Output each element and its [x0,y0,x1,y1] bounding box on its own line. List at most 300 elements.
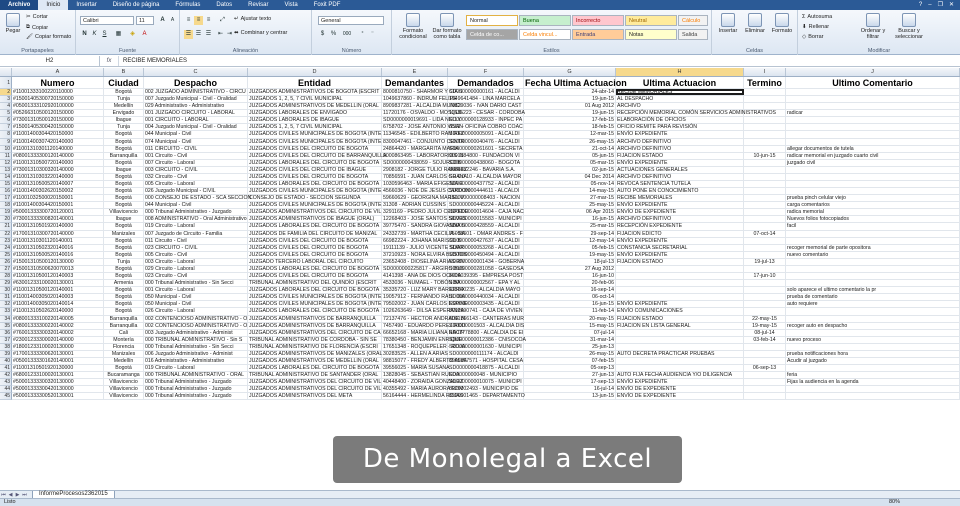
cell[interactable]: Armenia [104,280,144,286]
cell[interactable]: JUZGADOS ADMINISTRATIVOS DEL CIRCUITO DE VIL [249,209,382,216]
cell[interactable]: JUZGADOS CIVILES MUNICIPALES DE BOGOTA (INTE [249,202,382,209]
cell[interactable]: ENVÍO COMUNICACIONES [616,308,744,314]
cell[interactable]: 16-jun-15 [524,216,616,222]
cell[interactable]: 6758702 - JOSE ANTONIO VISAN [383,124,464,131]
cell[interactable]: #11001310500520140007 [12,181,104,187]
cell[interactable]: SD0000000225817 - ARGIRO BUS [383,265,465,272]
align-bottom-icon[interactable]: ≡ [206,17,211,23]
cell[interactable]: 05-feb-15 [524,245,616,251]
cell[interactable]: 4141398 - ANA DE DIOS OCHOA [383,273,462,280]
column-header-b[interactable]: B [104,68,144,76]
formula-input[interactable]: RECIBE MEMORIALES [118,56,960,66]
prev-sheet-icon[interactable]: ◀ [8,491,13,498]
cell[interactable]: SD0000000005091 - ALCALDI [448,131,524,137]
row-header[interactable]: 21 [0,223,12,230]
tab-diseno[interactable]: Diseño de página [112,2,160,8]
cell[interactable]: 07-jul-14 [524,330,616,336]
cell[interactable]: 8909837281 - ALCALDIA MUNICI [383,103,461,110]
cell[interactable]: SD0000000015583 - MUNICIPI [448,216,524,222]
cell[interactable]: 07-oct-14 [744,231,786,237]
cell[interactable]: ELABORACIÓN DE OFICIOS [616,117,744,123]
cell[interactable]: radicar [786,110,960,116]
cell[interactable]: FIJACION EN LISTA GENERAL [616,323,744,329]
row-header[interactable]: 26 [0,259,12,266]
cut-button[interactable]: ✂ Cortar [26,14,48,20]
cell[interactable]: nuevo proceso [786,337,960,343]
cell[interactable]: 70829036 - IVAN DARIO CAST [448,103,524,109]
cell[interactable] [744,181,786,187]
cell[interactable]: RECIBE MEMORIALES [616,195,744,201]
cell[interactable]: 000 Tribunal Administrativo - Juzgado [144,209,248,215]
cell[interactable]: Medellín [104,358,144,364]
cell[interactable]: 06-sep-13 [744,365,786,371]
style-buena[interactable]: Buena [519,15,571,26]
cell[interactable] [616,294,744,300]
cell[interactable]: 13828045 - SEBASTIAN RUEDA [383,372,460,379]
next-sheet-icon[interactable]: ▶ [15,491,20,498]
cell[interactable]: 8909807571 - HOSPITAL CESA [449,357,524,364]
cell[interactable]: #11001400304420150001 [12,202,104,208]
cell[interactable]: SD0000000000161 - ALCALDI [448,89,524,95]
cell[interactable]: FIJACION ESTADO [616,316,744,322]
row-header[interactable]: 20 [0,216,12,223]
cell[interactable]: 001 Circuito - Laboral [144,287,248,293]
cell[interactable] [744,308,786,314]
cell[interactable]: 30283525 - ALLEN A ARIAS [383,350,448,357]
style-calculo[interactable]: Cálculo [678,15,708,26]
cell[interactable] [744,358,786,364]
cell[interactable]: 35335720 - LUZ MARY BARRERO [383,287,464,294]
cell[interactable]: 006 Juzgado Administrativo - Administ [144,351,248,357]
cell[interactable]: 003 CIRCUITO - CIVIL [144,167,248,173]
cell[interactable] [744,209,786,215]
cell[interactable]: AUTO FIJA FECHA AUDIENCIA Y/O DILIGENCIA [616,372,744,378]
row-header[interactable]: 7 [0,124,12,131]
row-header[interactable]: 10 [0,146,12,153]
cell[interactable] [744,188,786,194]
column-title[interactable]: Demandados [448,77,524,88]
cell[interactable]: 31308 - ADRIAN CUSSINS [382,202,448,208]
column-title[interactable]: Termino [744,77,786,88]
cell[interactable]: ENVÍO EXPEDIENTE [616,160,744,166]
cell[interactable]: 15-may-15 [524,323,616,329]
column-title[interactable]: Entidad [248,77,382,88]
cell[interactable]: prueba notificaciones hora [786,351,960,357]
cell[interactable]: 1026263649 - DILSA ESPERANZA [383,308,465,315]
cell[interactable]: 001 Circuito - Civil [144,153,248,159]
cell[interactable]: Bogotá [104,188,144,194]
row-header[interactable]: 8 [0,131,12,138]
row-header[interactable]: 35 [0,323,12,330]
wrap-text-button[interactable]: ↵ Ajustar texto [234,16,272,22]
cell[interactable]: JUZGADOS CIVILES DEL CIRCUITO DE BOGOTA [248,174,382,180]
cell[interactable]: JUZGADOS CIVILES DEL CIRCUITO DE BOGOTA [248,252,382,258]
cell[interactable]: SD0000000428559 - ALCALDI [448,223,524,229]
cell[interactable]: SD0000000438059 - SOJURCOB [383,159,462,166]
tab-inicio[interactable]: Inicio [38,0,68,10]
cell[interactable]: ARCHIVO [616,103,744,109]
cell[interactable]: Bogotá [104,181,144,187]
cell[interactable]: Villavicencio [104,379,144,385]
cell[interactable]: #08001333300120140000 [12,153,104,159]
cell[interactable]: 007 Juzgado de Circuito - Familia [144,231,248,237]
cell[interactable]: 016 Administrativo - Administrativo [144,358,248,364]
cell[interactable]: ACTUACIONES GENERALES [616,167,744,173]
fill-color-icon[interactable]: ◈ [130,31,135,37]
style-entrada[interactable]: Entrada [572,29,624,40]
cell[interactable]: Acudir al juzgado [786,358,960,364]
style-neutral[interactable]: Neutral [625,15,677,26]
cell[interactable]: SD0000000001434 - GOBERNA [449,258,525,265]
cell[interactable]: SD0000000014604 - CAJA NAC [449,209,524,216]
cell[interactable]: JUZGADOS LABORALES DE IBAGUE [248,117,382,123]
cell[interactable]: auto requiere [786,301,960,307]
row-header[interactable]: 11 [0,153,12,160]
cell[interactable]: Villavicencio [104,386,144,392]
cell[interactable]: Barranquilla [104,316,144,322]
cell[interactable] [744,216,786,222]
cell[interactable]: 1500000000008403 - NACION [448,195,524,201]
cell[interactable] [616,266,744,272]
cell[interactable]: Manizales [104,231,144,237]
row-header[interactable]: 24 [0,245,12,252]
cell[interactable]: JUZGADOS ADMINISTRATIVOS DE IBAGUE (ORAL) [248,216,382,222]
cell[interactable]: 27 Aug 2012 [524,266,616,272]
cell[interactable]: SD0000000012386 - CNISOCOA [449,336,526,343]
cell[interactable]: 019 Circuito - Laboral [144,223,248,229]
column-title[interactable]: Numero [12,77,104,88]
cell[interactable]: 12268403 - JOSE SANTOS SILVES [383,216,467,223]
cell[interactable]: ARCHIVO DEFINITIVO [616,139,744,145]
cell[interactable]: JUZGADOS ADMINISTRATIVOS DE BARRANQUILLA [248,323,382,329]
cell[interactable]: Bogotá [104,287,144,293]
cell[interactable]: 40448400 - ZORAIDA GONZALEZ [383,379,463,386]
cell[interactable]: ENVÍO EXPEDIENTE [616,238,744,244]
cell[interactable]: Bogotá [104,301,144,307]
cell[interactable]: 001 JUZGADO CIRCUITO - LABORAL [144,110,248,116]
cell[interactable]: Bogotá [104,266,144,272]
column-header-a[interactable]: A [12,68,104,76]
cell[interactable]: 001 CIRCUITO - LABORAL [144,117,248,123]
cell[interactable]: Bogotá [104,294,144,300]
cell[interactable]: SD07778800 - ALCALDIA DE EI [449,329,524,336]
cell[interactable]: 24864420 - MARGARITA MARIA [383,145,459,152]
cell[interactable]: #68001233100020130001 [12,372,104,378]
cell[interactable]: Barranquilla [104,153,144,159]
cell[interactable]: FIJACION ESTADO [616,153,744,159]
cell[interactable]: 21-oct-14 [524,146,616,152]
row-header[interactable]: 34 [0,316,12,323]
cell[interactable] [744,117,786,123]
cell[interactable]: #11001310301120140000 [12,146,104,152]
cell[interactable]: Bogotá [104,365,144,371]
cell[interactable]: 26-may-15 [524,351,616,357]
cell[interactable]: 06-oct-14 [524,294,616,300]
cell[interactable]: 16-jun-10 [524,273,616,279]
cell[interactable]: 011 Circuito - Civil [144,238,248,244]
cell[interactable]: 66982224 - JOHANA MARISOL B [383,237,461,244]
row-header[interactable]: 39 [0,351,12,358]
row-header[interactable]: 12 [0,160,12,167]
cell[interactable]: TRIBUNAL ADMINISTRATIVO DE FLORENCIA (ESCRI [248,344,382,350]
cell[interactable]: SD0000000040476 - ALCALDI [448,139,524,145]
align-top-icon[interactable]: ≡ [186,17,191,23]
column-header-c[interactable]: C [144,68,248,76]
style-celda-control[interactable]: Celda de co... [466,29,518,40]
cell[interactable]: 1049641484 - LINA MARCELA [448,96,524,102]
column-header-e[interactable]: E [382,68,448,76]
cell[interactable]: ARCHIVO DEFINITIVO [616,216,744,222]
cell[interactable]: REVOCA SENTENCIA TUTELA [616,181,744,187]
tab-insertar[interactable]: Insertar [76,2,97,8]
zoom-level[interactable]: 80% [888,499,900,505]
cell[interactable]: 14-may-15 [524,188,616,194]
cell[interactable]: 06 Apr 2015 [524,209,616,215]
cell[interactable]: prueba de comentario [786,294,960,300]
cell[interactable]: Manizales [104,351,144,357]
cell[interactable]: 31-mar-14 [524,337,616,343]
cell[interactable] [616,344,744,350]
cell[interactable] [786,124,960,130]
cell[interactable]: SD0000000053268 - ALCALDI [448,245,524,251]
cell[interactable]: nuevo comentario [786,252,960,258]
cell[interactable]: JUZGADOS LABORALES DEL CIRCUITO DE BOGOTA [248,181,382,187]
column-header-h[interactable]: H [616,68,744,76]
row-header[interactable]: 41 [0,365,12,372]
cell[interactable]: #11001310501920140000 [12,223,104,229]
cell[interactable]: Villavicencio [104,209,144,215]
cell[interactable]: TRIBUNAL ADMINISTRATIVO DE CORDOBA - SIN SE [248,337,382,343]
row-header[interactable]: 4 [0,103,12,110]
cell[interactable] [744,344,786,350]
cell[interactable]: 18-feb-15 [524,124,616,130]
cell[interactable]: ARCHIVO DEFINITIVO [616,146,744,152]
cell[interactable]: 000 Tribunal Administrativo - Sin Secci [144,344,248,350]
cell[interactable] [744,252,786,258]
cell[interactable]: 11635223 - CESAR - CORDOBA [449,110,526,117]
row-header[interactable]: 43 [0,379,12,386]
cell[interactable]: 37210923 - NORA ELVIRA BUSTOS [383,251,468,258]
cell[interactable]: SD0000000019691 - LIDA NELLY [383,117,462,124]
cell[interactable]: Envigado [104,110,144,116]
cell[interactable]: Bogotá [104,245,144,251]
row-header[interactable]: 15 [0,181,12,188]
cell[interactable] [744,379,786,385]
cell[interactable]: 72137476 - HECTOR ANDRADE BI [383,315,466,322]
cell[interactable] [744,139,786,145]
cell[interactable]: JUZGADOS CIVILES DEL CIRCUITO DE BOGOTA [248,238,382,244]
cell[interactable]: JUZGADOS CIVILES MUNICIPALES DE BOGOTA (INTE [249,301,382,308]
column-title[interactable]: Despacho [144,77,248,88]
cell[interactable]: 8920002493 - MUNICIPIO DE [448,386,524,392]
cell[interactable]: Bogotá [104,146,144,152]
cell[interactable]: 19-jun-15 [524,96,616,102]
cell[interactable]: CONSTANCIA SECRETARIAL [616,245,744,251]
cell[interactable]: 023 CIRCUITO - CIVIL [144,245,248,251]
cell[interactable] [744,301,786,307]
cell[interactable]: 24332739 - MARTHA CECILIA - SA [383,230,466,237]
cell[interactable]: ENVÍO DE EXPEDIENTE [616,386,744,392]
align-right-icon[interactable]: ☰ [205,31,212,37]
cell[interactable]: 4566036 - NOE DE JESUS CARDON [383,188,470,195]
cell[interactable]: recoger memorial de parte opositora [786,245,960,251]
cell[interactable]: 002 CONTENCIOSO ADMINISTRATIVO - O [145,322,248,329]
cell[interactable]: Bogotá [104,223,144,229]
currency-button[interactable]: $ [320,31,325,37]
cell[interactable]: 125640235 - ALCALDIA MAYO [448,287,524,293]
cell[interactable]: #76001333300320140002 [12,330,104,336]
row-header[interactable]: 13 [0,167,12,174]
cell[interactable] [786,96,960,102]
cell[interactable] [786,330,960,336]
cell[interactable]: 05-mar-15 [524,160,616,166]
cell[interactable]: 79502002 - JUAN CARLOS ESPINE [383,301,468,308]
cell[interactable]: SD0000000445224 - ALCALDI [448,202,524,208]
outdent-icon[interactable]: ⇤ [217,31,224,37]
cell[interactable]: #63001233100020130001 [12,280,104,286]
cell[interactable]: 19-may-15 [744,323,786,329]
cell[interactable]: Bogotá [104,160,144,166]
name-box[interactable]: H2 [0,56,100,66]
cell[interactable]: AUTO PONE EN CONOCIMIENTO [616,188,744,194]
cell[interactable]: 8909039395 - EMPRESA POST [449,273,524,280]
cell[interactable]: 19-may-15 [524,252,616,258]
tab-file[interactable]: Archivo [0,0,38,10]
row-header[interactable]: 45 [0,393,12,400]
cell[interactable]: #11001400305020140014 [12,301,104,307]
tab-datos[interactable]: Datos [216,2,233,8]
cell[interactable]: Barranquilla [104,323,144,329]
cell[interactable] [786,308,960,314]
cell[interactable]: JUZGADOS ADMINISTRATIVOS DE MEDELLIN (ORAL [248,358,382,364]
cell[interactable] [744,266,786,272]
cell[interactable] [744,245,786,251]
cell[interactable]: JUZGADOS ADMINISTRATIVOS DE BARRANQUILLA [248,316,382,322]
cell[interactable]: AUTO DECRETA PRACTICAR PRUEBAS [616,351,744,357]
cell[interactable]: RECIBE MEMORIALES [616,89,744,95]
style-incorrecto[interactable]: Incorrecto [572,15,624,26]
cell[interactable]: #11001400304420150000 [12,131,104,137]
cell[interactable]: recoger auto en despacho [786,323,960,329]
cell[interactable]: #05266310500120150000 [12,110,104,116]
select-all-corner[interactable] [0,68,12,76]
tab-vista[interactable]: Vista [284,2,298,8]
cell[interactable]: 03-feb-14 [744,337,786,343]
cell[interactable]: JUZGADOS ADMINISTRATIVOS DE BOGOTA (ESCRIT [248,89,382,95]
cell[interactable]: Tunja [104,259,144,265]
cell[interactable] [744,174,786,180]
cell[interactable]: #11001310303220140000 [12,174,104,180]
cell[interactable]: Bogotá [104,131,144,137]
cell[interactable] [744,89,786,95]
cell[interactable] [616,280,744,286]
minimize-icon[interactable]: – [928,2,932,8]
cell[interactable]: JUZGADOS DE FAMILIA DEL CIRCUITO DE MANIZAL [248,231,382,237]
cell[interactable]: #18001233100020130000 [12,344,104,350]
cell[interactable]: JUZGADOS ADMINISTRATIVOS DEL CIRCUITO DE VIL [249,379,382,386]
cell[interactable] [786,89,960,95]
cell[interactable]: ENVÍO EXPEDIENTE [616,131,744,137]
cell[interactable]: JUZGADOS LABORALES DEL CIRCUITO DE BOGOTA [248,308,382,314]
cell[interactable]: 8688852246 - BAVARIA S.A. [448,167,524,173]
cell[interactable]: 13-jun-15 [524,393,616,399]
cell[interactable]: Cali [104,330,144,336]
last-sheet-icon[interactable]: ⏭ [22,491,27,498]
first-sheet-icon[interactable]: ⏮ [1,491,6,498]
cell[interactable]: SD0000001503 - ALCALDIA DIS [449,322,525,329]
cell[interactable]: Bogotá [104,174,144,180]
cell[interactable]: JUZGADOS CIVILES DEL CIRCUITO DE BOGOTA [248,146,382,152]
cell[interactable]: JUZGADOS ADMINISTRATIVOS DEL META [248,393,382,399]
cell[interactable]: 029 Circuito - Laboral [144,266,248,272]
cell[interactable]: #11001400305020140003 [12,294,104,300]
column-header-f[interactable]: F [448,68,524,76]
cell[interactable]: 19-jun-15 [524,110,616,116]
cell[interactable]: Bogotá [104,139,144,145]
cell-area[interactable] [12,77,960,400]
align-center-icon[interactable]: ☰ [195,31,202,37]
bold-button[interactable]: N [82,31,87,37]
cell[interactable] [744,160,786,166]
cell[interactable]: 04 Dec 2014 [524,174,616,180]
cell[interactable] [616,337,744,343]
cell[interactable]: allegar documentos de tutela [786,146,960,152]
cell[interactable] [744,386,786,392]
indent-icon[interactable]: ⇥ [226,31,233,37]
cell[interactable]: Bogotá [104,195,144,201]
cell[interactable]: JUZGADOS CIVILES DEL CIRCUITO DE BOGOTA [248,273,382,279]
underline-button[interactable]: S [102,31,107,37]
decrease-decimal-icon[interactable]: ⁻ [370,31,375,37]
format-painter-button[interactable]: 🖌 Copiar formato [26,34,72,40]
cell[interactable]: JUZGADOS LABORALES DEL CIRCUITO DE BOGOTA [248,266,382,272]
cell[interactable] [786,365,960,371]
cell[interactable]: JUZGADOS 1, 2, 5, 7 CIVIL MUNICIPAL [248,124,382,130]
cell[interactable]: 044 Municipal - Civil [144,131,248,137]
cell[interactable]: RECEPCIÓN EXPEDIENTE [616,223,744,229]
cell[interactable] [744,131,786,137]
cell[interactable]: 16-sep-14 [524,287,616,293]
format-as-table-button[interactable]: Dar formato como tabla [430,13,464,40]
cell[interactable]: prueba pinch celular viejo [786,195,960,201]
cell[interactable]: 78380450 - BENJAMIN ENRIQUE [383,336,462,343]
cell[interactable]: 19111139 - JULIO VICENTE SUAR [383,244,465,251]
cell[interactable]: 032 Circuito - Civil [144,174,248,180]
cell[interactable]: #23001233300020140000 [12,337,104,343]
row-header[interactable]: 14 [0,174,12,181]
row-header[interactable]: 40 [0,358,12,365]
row-header[interactable]: 23 [0,238,12,245]
cell[interactable] [786,393,960,399]
cell[interactable]: JUZGADOS CIVILES MUNICIPALES DE BOGOTA (INTE [249,138,382,145]
cell[interactable]: 8999990741 - CAJA DE VIVIEN [449,308,523,315]
cell[interactable]: #11001310500120140003 [12,273,104,279]
cell[interactable]: SD0000000444611 - ALCALDI [448,188,524,194]
column-title[interactable]: Ultimo Comentario [786,77,960,88]
percent-button[interactable]: % [330,31,337,37]
cell[interactable]: JUZGADO TERCERO LABORAL DEL CIRCUITO [248,259,382,265]
cell[interactable]: 07-feb-15 [524,358,616,364]
cell[interactable]: Florencia [104,344,144,350]
cell[interactable]: 000 Tribunal Administrativo - Sin Secci [144,280,248,286]
cell[interactable]: 66652168 - MARIA LILIANA RACIP [383,329,465,336]
cell[interactable]: #08001333300220140002 [12,323,104,329]
cell[interactable]: JUZGADOS ADMINISTRATIVOS DE MEDELLIN (ORAL [248,103,382,109]
cell[interactable]: JUZGADOS CIVILES DEL CIRCUITO DE BARRANQUILLA [249,152,387,159]
column-header-d[interactable]: D [248,68,382,76]
help-icon[interactable]: ? [918,2,923,8]
cell[interactable] [744,195,786,201]
